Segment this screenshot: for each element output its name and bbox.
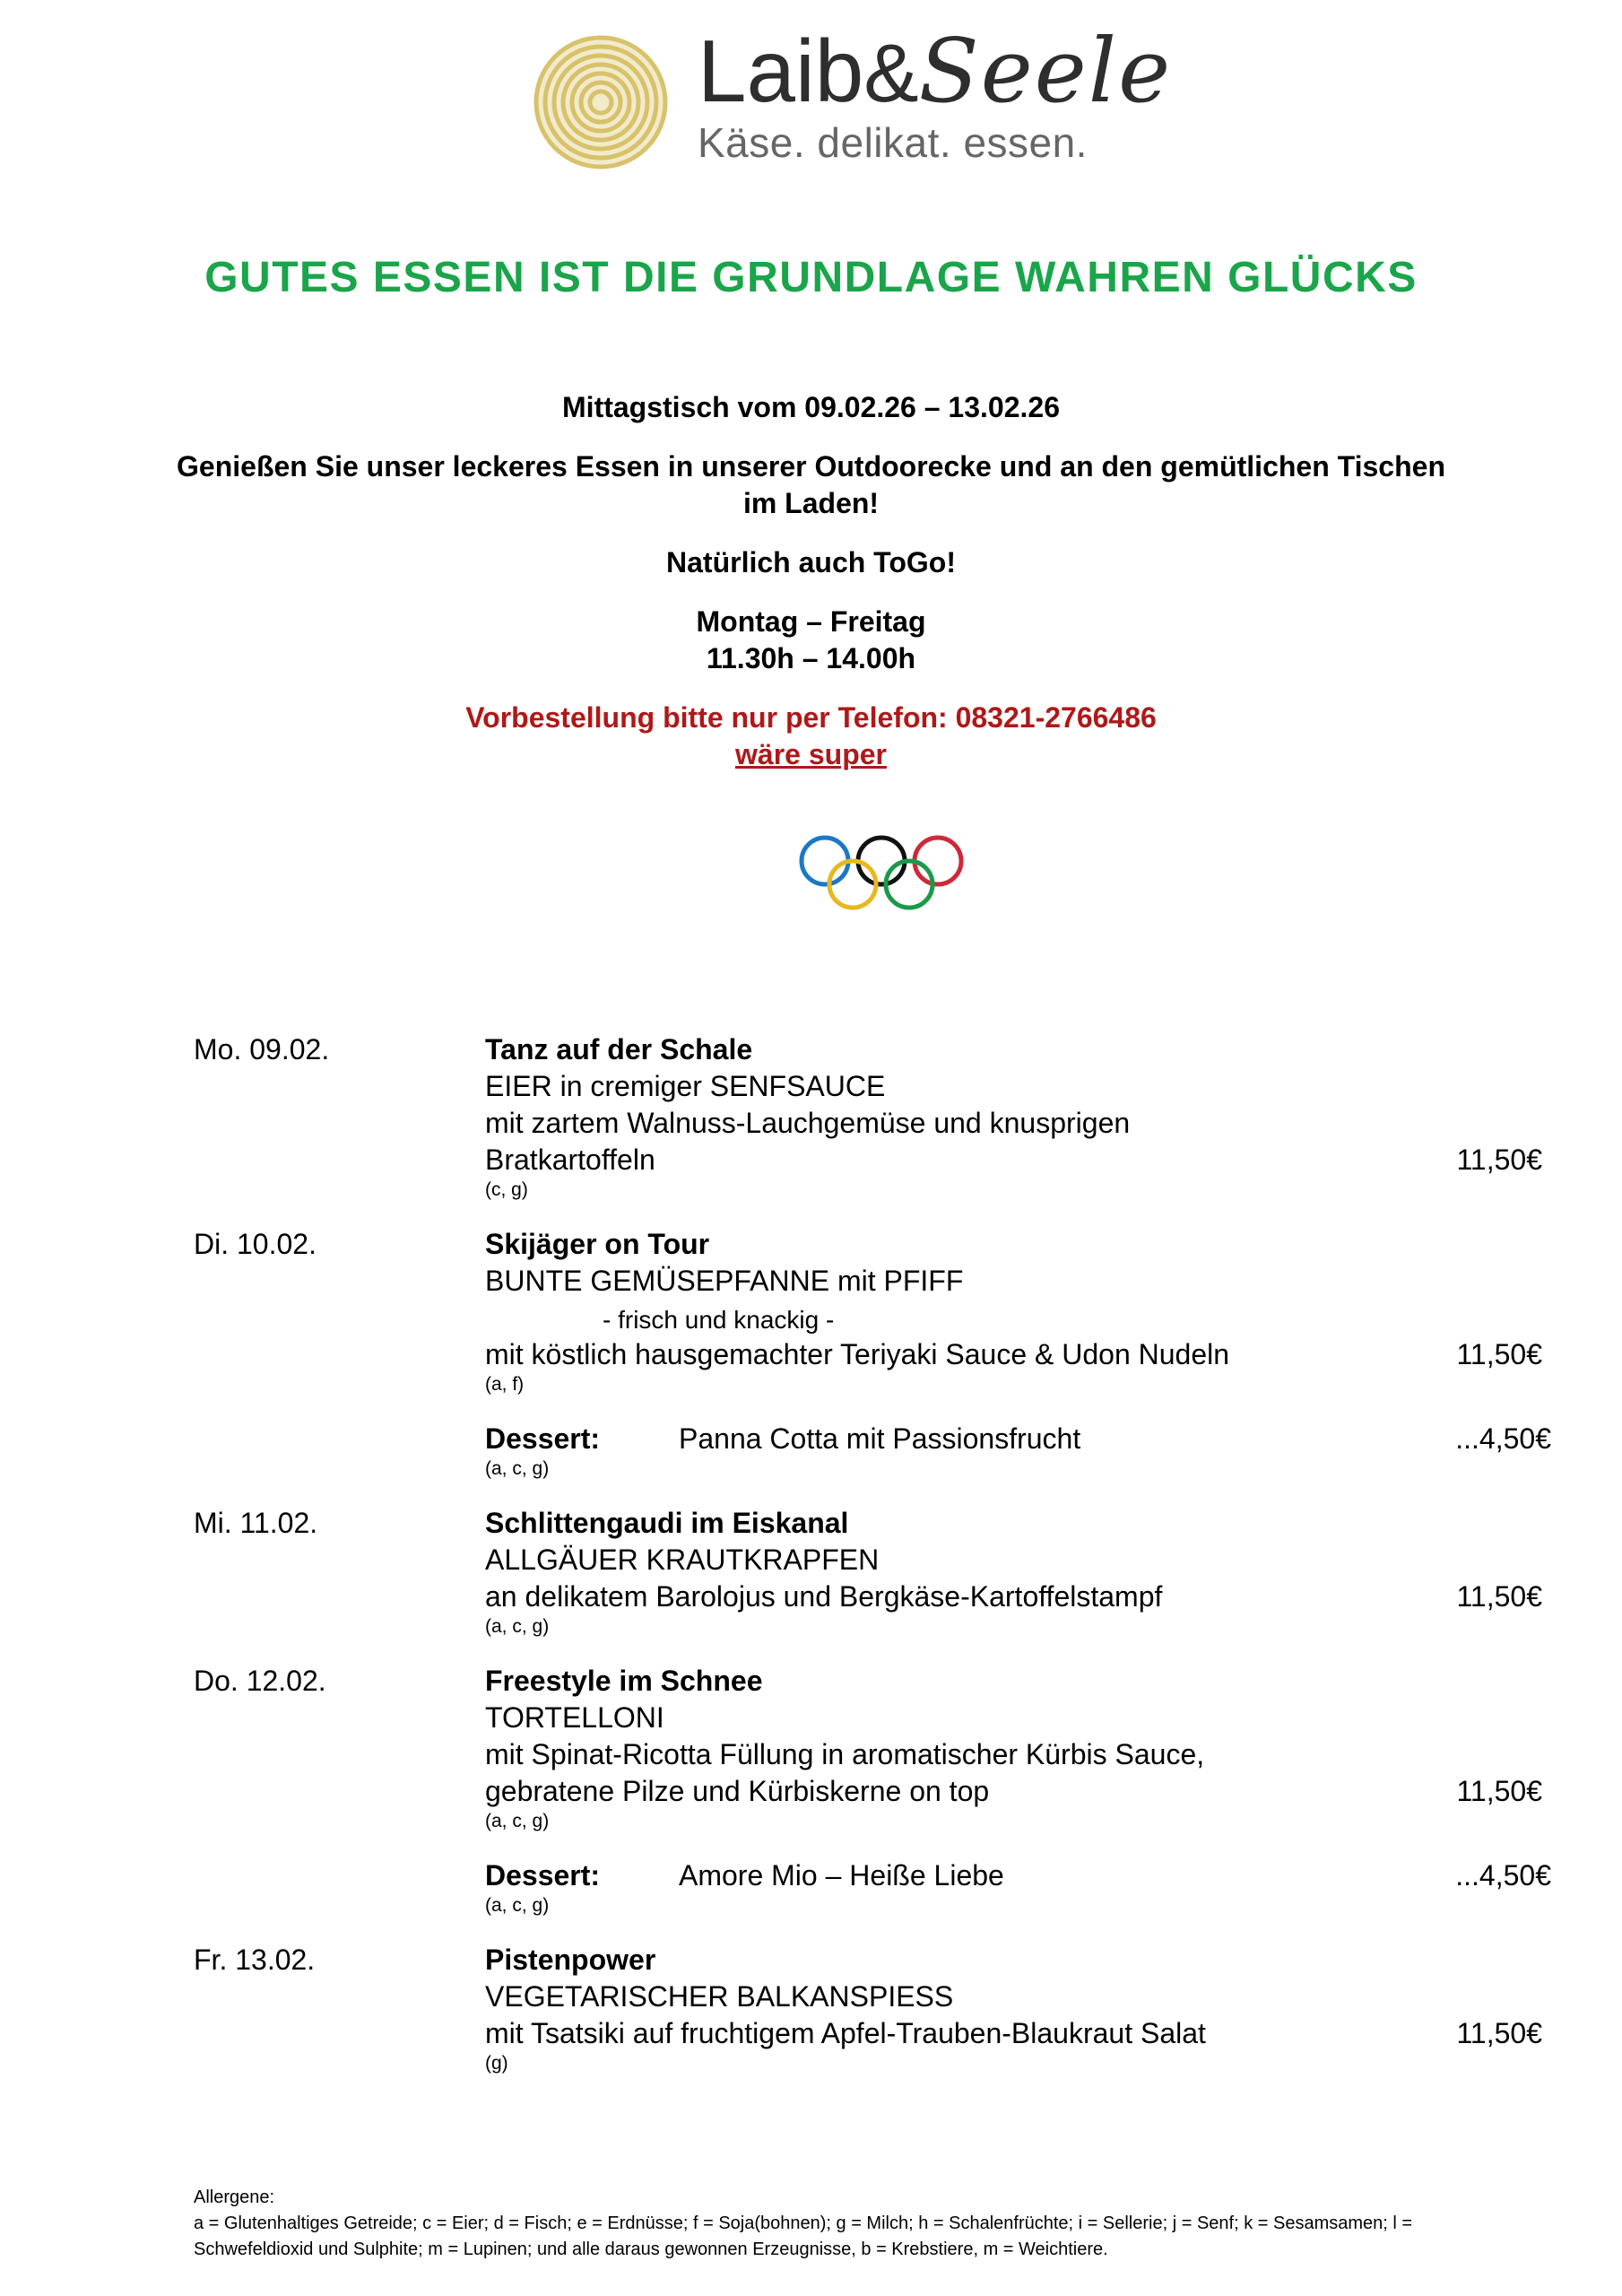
dish-line: VEGETARISCHER BALKANSPIESS (485, 1980, 954, 2013)
dessert-price: ...4,50€ (1455, 1422, 1551, 1455)
dish-line: Bratkartoffeln (485, 1144, 655, 1176)
dish-price: 11,50€ (1456, 1775, 1542, 1807)
days-line: Montag – Freitag (696, 605, 926, 638)
dessert-price: ...4,50€ (1455, 1859, 1551, 1892)
day-label: Mo. 09.02. (194, 1033, 330, 1065)
dish-line: - frisch und knackig - (603, 1306, 835, 1334)
dish-line: TORTELLONI (485, 1701, 664, 1734)
dish-line: mit zartem Walnuss-Lauchgemüse und knusprigen (485, 1107, 1131, 1139)
day-label: Do. 12.02. (194, 1665, 326, 1697)
dish-allergens: (a, c, g) (485, 1811, 550, 1831)
dish-allergens: (a, f) (485, 1374, 525, 1395)
dessert-allergens: (a, c, g) (485, 1458, 550, 1479)
dish-price: 11,50€ (1456, 2017, 1542, 2049)
dish-allergens: (a, c, g) (485, 1616, 550, 1637)
dish-line: mit Tsatsiki auf fruchtigem Apfel-Trauben-Blaukraut Salat (485, 2017, 1206, 2049)
dish-price: 11,50€ (1456, 1580, 1542, 1613)
period-line: Mittagstisch vom 09.02.26 – 13.02.26 (562, 391, 1060, 423)
allergen-heading: Allergene: (194, 2187, 275, 2207)
dish-line: EIER in cremiger SENFSAUCE (485, 1070, 886, 1102)
dish-title: Tanz auf der Schale (485, 1033, 753, 1065)
dessert-label: Dessert: (485, 1422, 601, 1455)
dish-title: Schlittengaudi im Eiskanal (485, 1507, 849, 1539)
dish-price: 11,50€ (1456, 1144, 1542, 1176)
day-label: Mi. 11.02. (194, 1507, 318, 1539)
dish-line: BUNTE GEMÜSEPFANNE mit PFIFF (485, 1265, 964, 1297)
enjoy-line-2: im Laden! (742, 487, 880, 519)
dish-line: mit köstlich hausgemachter Teriyaki Sauce & Udon Nudeln (485, 1338, 1230, 1370)
day-label: Fr. 13.02. (194, 1944, 316, 1976)
day-label: Di. 10.02. (194, 1228, 317, 1260)
dish-allergens: (g) (485, 2053, 508, 2074)
logo-tagline: Käse. delikat. essen. (698, 119, 1088, 166)
dish-allergens: (c, g) (485, 1179, 528, 1200)
dish-line: mit Spinat-Ricotta Füllung in aromatischer Kürbis Sauce, (485, 1738, 1205, 1770)
logo-ampersand: & (863, 28, 919, 119)
dish-title: Freestyle im Schnee (485, 1665, 763, 1697)
logo-name-part1: Laib (698, 22, 864, 120)
dish-title: Pistenpower (485, 1944, 656, 1976)
dish-line: an delikatem Barolojus und Bergkäse-Kartoffelstampf (485, 1580, 1163, 1613)
hours-line: 11.30h – 14.00h (706, 642, 916, 674)
dish-price: 11,50€ (1456, 1338, 1542, 1370)
motto-heading: GUTES ESSEN IST DIE GRUNDLAGE WAHREN GLÜCKS (204, 254, 1418, 301)
togo-line: Natürlich auch ToGo! (666, 546, 956, 578)
dish-title: Skijäger on Tour (485, 1228, 710, 1260)
dessert-allergens: (a, c, g) (485, 1895, 550, 1916)
dessert-label: Dessert: (485, 1859, 601, 1892)
dessert-name: Amore Mio – Heiße Liebe (679, 1859, 1004, 1892)
dish-line: ALLGÄUER KRAUTKRAPFEN (485, 1544, 880, 1576)
enjoy-line-1: Genießen Sie unser leckeres Essen in unserer Outdoorecke und an den gemütlichen Tischen (177, 450, 1445, 483)
logo-name-part2: Seele (918, 21, 1173, 123)
dish-line: gebratene Pilze und Kürbiskerne on top (485, 1775, 990, 1807)
allergen-legend-line-2: Schwefeldioxid und Sulphite; m = Lupinen; und alle daraus gewonnen Erzeugnisse, b = Krebstiere, m = Weichtiere. (194, 2239, 1108, 2259)
preorder-note: wäre super (735, 738, 887, 770)
allergen-legend-line-1: a = Glutenhaltiges Getreide; c = Eier; d = Fisch; e = Erdnüsse; f = Soja(bohnen); g = Milch; h = Schalenfrüchte; i = Sellerie; j = Senf; k = Sesamsamen; l = (194, 2213, 1413, 2233)
dessert-name: Panna Cotta mit Passionsfrucht (679, 1422, 1081, 1455)
preorder-line: Vorbestellung bitte nur per Telefon: 08321-2766486 (465, 701, 1157, 734)
